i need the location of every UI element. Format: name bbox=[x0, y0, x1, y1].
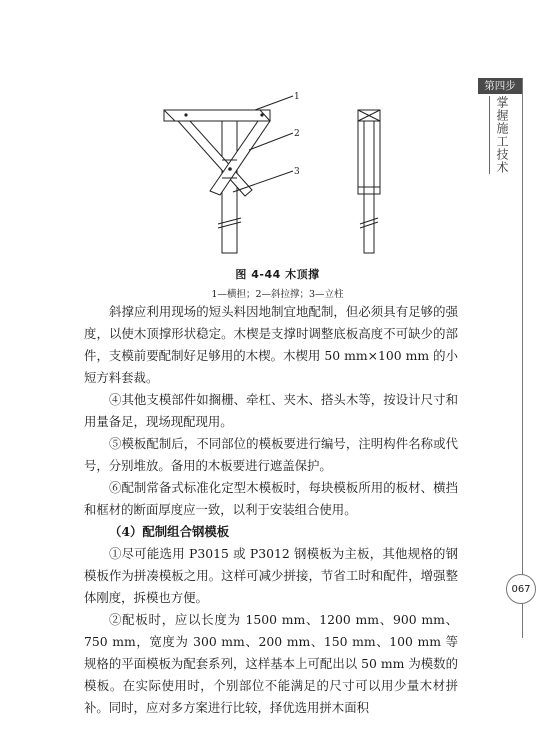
figure-label-1: 1 bbox=[294, 92, 300, 102]
paragraph: ②配板时，应以长度为 1500 mm、1200 mm、900 mm、750 mm，宽度为 300 mm、200 mm、150 mm、100 mm 等规格的平面模板为配套系列，这样基本上可配出以 50 mm 为模数的模板。在实际使用时，个别部位不能满足的尺寸可以用少量木材拼补。同时，应对多方案进行比较，择优选用拼木面积 bbox=[84, 612, 458, 715]
figure-caption-title: 图 4-44 木顶撑 bbox=[235, 268, 320, 281]
paragraph: ①尽可能选用 P3015 或 P3012 钢模板为主板，其他规格的钢模板作为拼凑模板之用。这样可减少拼接，节省工时和配件，增强整体刚度，拆模也方便。 bbox=[84, 546, 458, 605]
figure-wood-shoring bbox=[0, 0, 555, 270]
chapter-vertical-text: 掌握施工技术 bbox=[489, 96, 511, 174]
paragraph: 斜撑应利用现场的短头料因地制宜地配制，但必须具有足够的强度，以使木顶撑形状稳定。木楔是支撑时调整底板高度不可缺少的部件，支模前要配制好足够用的木楔。木楔用 50 mm×100 mm 的小短方料套裁。 bbox=[84, 304, 458, 385]
body-text bbox=[84, 301, 458, 719]
chapter-step-tab: 第四步 bbox=[478, 78, 522, 94]
figure-label-2: 2 bbox=[294, 129, 300, 139]
figure-caption-legend: 1—横担；2—斜拉撑；3—立柱 bbox=[211, 289, 344, 300]
chapter-vertical-title bbox=[478, 96, 522, 174]
paragraph: ⑤模板配制后，不同部位的模板要进行编号，注明构件名称或代号，分别堆放。备用的木板要进行遮盖保护。 bbox=[84, 436, 458, 473]
paragraph: ④其他支模部件如搁栅、牵杠、夹木、搭头木等，按设计尺寸和用量备足，现场现配现用。 bbox=[84, 392, 458, 429]
figure-label-3: 3 bbox=[294, 167, 300, 177]
side-rule bbox=[522, 78, 523, 638]
page-number-text: 067 bbox=[511, 583, 531, 595]
page-number bbox=[506, 574, 536, 604]
crossbar bbox=[164, 110, 270, 121]
section-heading: （4）配制组合钢模板 bbox=[109, 524, 230, 539]
wood-shoring-drawing bbox=[0, 0, 555, 270]
paragraph: ⑥配制常备式标准化定型木模板时，每块模板所用的板材、横挡和框材的断面厚度应一致，以利于安装组合使用。 bbox=[84, 480, 458, 517]
